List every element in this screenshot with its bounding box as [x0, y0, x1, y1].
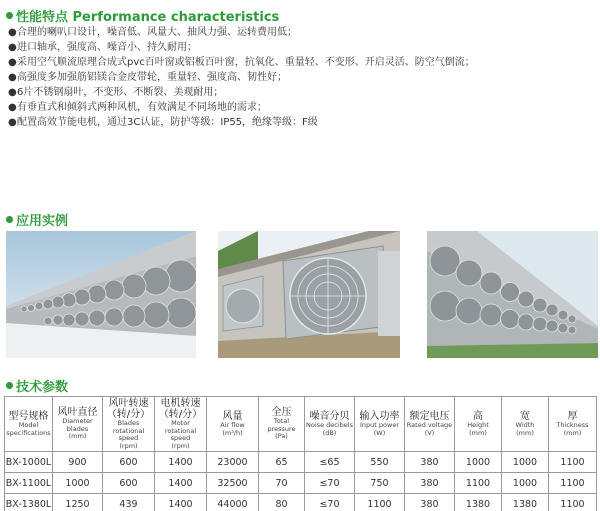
feature-item: ● 高强度多加强筋铝镁合金皮带轮，重量轻、强度高、韧性好； — [8, 72, 287, 83]
specs-title: 技术参数 — [16, 380, 69, 395]
spec-header: 高 Height (mm) — [455, 397, 502, 452]
spec-header: 风量 Air flow (m³/h) — [207, 397, 259, 452]
table-cell: 23000 — [207, 452, 259, 473]
spec-header: 风叶转速（转/分） Blades rotational speed (rpm) — [103, 397, 155, 452]
bullet-dot-icon — [6, 216, 13, 223]
table-cell: 1400 — [155, 452, 207, 473]
table-cell: 80 — [259, 494, 305, 511]
table-cell: 900 — [53, 452, 103, 473]
bullet-dot-icon — [6, 12, 13, 19]
spec-table — [4, 396, 597, 511]
table-cell: BX-1000L — [5, 452, 53, 473]
table-cell: 1000 — [502, 473, 549, 494]
feature-item: ● 合理的喇叭口设计，噪音低、风量大、抽风力强、运转费用低； — [8, 27, 297, 38]
table-cell: 44000 — [207, 494, 259, 511]
spec-header: 额定电压 Rated voltage (V) — [405, 397, 455, 452]
table-cell: 1380 — [502, 494, 549, 511]
bullet-dot-icon — [6, 382, 13, 389]
performance-heading — [6, 6, 279, 25]
table-cell: 1100 — [549, 452, 597, 473]
table-row — [5, 473, 597, 494]
table-cell: 439 — [103, 494, 155, 511]
table-cell: 1250 — [53, 494, 103, 511]
feature-item: ● 6片不锈钢扇叶，不变形、不断裂、美观耐用； — [8, 87, 224, 98]
table-cell: 1000 — [455, 452, 502, 473]
table-cell: 65 — [259, 452, 305, 473]
table-cell: 1400 — [155, 473, 207, 494]
application-photos — [6, 231, 598, 358]
feature-list — [8, 25, 598, 130]
table-cell: 1380 — [455, 494, 502, 511]
feature-item: ● 采用空气顺流原理合成式pvc百叶窗或铝板百叶窗，抗氧化、重量轻、不变形、开启灵活、防空气倒流； — [8, 57, 475, 68]
table-cell: 380 — [405, 494, 455, 511]
table-cell: 550 — [355, 452, 405, 473]
table-cell: 1100 — [355, 494, 405, 511]
table-cell: ≤70 — [305, 473, 355, 494]
table-cell: BX-1380L — [5, 494, 53, 511]
table-cell: 1100 — [455, 473, 502, 494]
table-cell: 1100 — [549, 473, 597, 494]
applications-title: 应用实例 — [16, 214, 69, 229]
spec-header: 噪音分贝 Noise decibels (dB) — [305, 397, 355, 452]
feature-item: ● 进口轴承，强度高、噪音小、持久耐用； — [8, 42, 197, 53]
table-cell: ≤70 — [305, 494, 355, 511]
table-cell: 750 — [355, 473, 405, 494]
spec-header-row — [5, 397, 597, 452]
spec-header: 型号规格 Model specifications — [5, 397, 53, 452]
application-photo-2 — [218, 231, 400, 358]
table-cell: 600 — [103, 452, 155, 473]
table-cell: BX-1100L — [5, 473, 53, 494]
table-cell: 600 — [103, 473, 155, 494]
table-cell: 380 — [405, 473, 455, 494]
table-cell: 70 — [259, 473, 305, 494]
applications-heading — [6, 210, 68, 229]
feature-item: ● 配置高效节能电机，通过3C认证，防护等级：IP55，绝缘等级：F级 — [8, 117, 318, 128]
table-cell: 1100 — [549, 494, 597, 511]
table-cell: 32500 — [207, 473, 259, 494]
performance-title: 性能特点 Performance characteristics — [16, 10, 280, 25]
spec-header: 全压 Total pressure (Pa) — [259, 397, 305, 452]
application-photo-3 — [427, 231, 598, 358]
spec-header: 电机转速（转/分） Motor rotational speed (rpm) — [155, 397, 207, 452]
specs-heading — [6, 376, 68, 395]
table-row — [5, 494, 597, 511]
application-photo-1 — [6, 231, 196, 358]
table-cell: 1000 — [53, 473, 103, 494]
spec-header: 厚 Thickness (mm) — [549, 397, 597, 452]
feature-item: ● 有垂直式和倾斜式两种风机，有效满足不同场地的需求； — [8, 102, 267, 113]
table-row — [5, 452, 597, 473]
spec-header: 宽 Width (mm) — [502, 397, 549, 452]
spec-header: 风叶直径 Diameter blades (mm) — [53, 397, 103, 452]
table-cell: 1000 — [502, 452, 549, 473]
spec-header: 输入功率 Input power (W) — [355, 397, 405, 452]
table-cell: 1400 — [155, 494, 207, 511]
table-cell: 380 — [405, 452, 455, 473]
table-cell: ≤65 — [305, 452, 355, 473]
